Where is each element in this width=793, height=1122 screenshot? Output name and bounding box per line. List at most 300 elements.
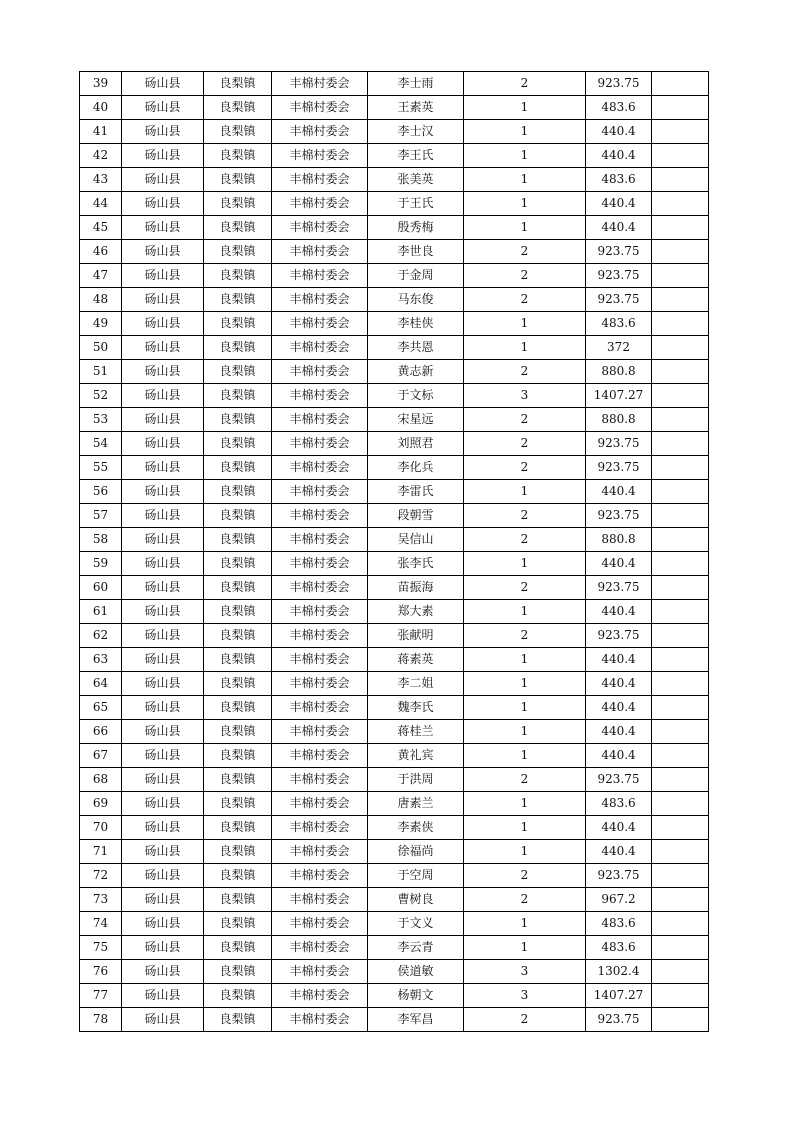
household-size-cell: 1 xyxy=(464,792,586,816)
town-cell: 良梨镇 xyxy=(204,432,272,456)
town-cell: 良梨镇 xyxy=(204,360,272,384)
row-number-cell: 52 xyxy=(80,384,122,408)
village-cell: 丰棉村委会 xyxy=(272,192,368,216)
village-cell: 丰棉村委会 xyxy=(272,120,368,144)
household-size-cell: 2 xyxy=(464,504,586,528)
row-number-cell: 69 xyxy=(80,792,122,816)
name-cell: 张美英 xyxy=(368,168,464,192)
row-number-cell: 39 xyxy=(80,72,122,96)
remark-cell xyxy=(652,144,709,168)
village-cell: 丰棉村委会 xyxy=(272,360,368,384)
town-cell: 良梨镇 xyxy=(204,864,272,888)
remark-cell xyxy=(652,864,709,888)
town-cell: 良梨镇 xyxy=(204,528,272,552)
remark-cell xyxy=(652,600,709,624)
village-cell: 丰棉村委会 xyxy=(272,504,368,528)
household-size-cell: 1 xyxy=(464,216,586,240)
amount-cell: 923.75 xyxy=(586,456,652,480)
town-cell: 良梨镇 xyxy=(204,504,272,528)
village-cell: 丰棉村委会 xyxy=(272,576,368,600)
household-size-cell: 3 xyxy=(464,960,586,984)
county-cell: 砀山县 xyxy=(122,816,204,840)
name-cell: 于文义 xyxy=(368,912,464,936)
village-cell: 丰棉村委会 xyxy=(272,480,368,504)
village-cell: 丰棉村委会 xyxy=(272,840,368,864)
table-row xyxy=(80,432,709,456)
name-cell: 郑大素 xyxy=(368,600,464,624)
amount-cell: 483.6 xyxy=(586,936,652,960)
name-cell: 黄志新 xyxy=(368,360,464,384)
village-cell: 丰棉村委会 xyxy=(272,408,368,432)
village-cell: 丰棉村委会 xyxy=(272,216,368,240)
row-number-cell: 57 xyxy=(80,504,122,528)
remark-cell xyxy=(652,504,709,528)
village-cell: 丰棉村委会 xyxy=(272,456,368,480)
household-size-cell: 1 xyxy=(464,312,586,336)
household-size-cell: 1 xyxy=(464,144,586,168)
table-row xyxy=(80,144,709,168)
row-number-cell: 44 xyxy=(80,192,122,216)
county-cell: 砀山县 xyxy=(122,936,204,960)
row-number-cell: 64 xyxy=(80,672,122,696)
remark-cell xyxy=(652,216,709,240)
name-cell: 殷秀梅 xyxy=(368,216,464,240)
town-cell: 良梨镇 xyxy=(204,1008,272,1032)
table-row xyxy=(80,288,709,312)
row-number-cell: 63 xyxy=(80,648,122,672)
town-cell: 良梨镇 xyxy=(204,960,272,984)
county-cell: 砀山县 xyxy=(122,120,204,144)
name-cell: 李王氏 xyxy=(368,144,464,168)
data-table xyxy=(79,71,709,1032)
remark-cell xyxy=(652,696,709,720)
table-row xyxy=(80,600,709,624)
county-cell: 砀山县 xyxy=(122,360,204,384)
name-cell: 李共恩 xyxy=(368,336,464,360)
village-cell: 丰棉村委会 xyxy=(272,336,368,360)
county-cell: 砀山县 xyxy=(122,648,204,672)
remark-cell xyxy=(652,408,709,432)
row-number-cell: 74 xyxy=(80,912,122,936)
county-cell: 砀山县 xyxy=(122,744,204,768)
row-number-cell: 61 xyxy=(80,600,122,624)
county-cell: 砀山县 xyxy=(122,864,204,888)
row-number-cell: 78 xyxy=(80,1008,122,1032)
remark-cell xyxy=(652,936,709,960)
row-number-cell: 73 xyxy=(80,888,122,912)
amount-cell: 440.4 xyxy=(586,672,652,696)
county-cell: 砀山县 xyxy=(122,624,204,648)
name-cell: 张献明 xyxy=(368,624,464,648)
table-row xyxy=(80,72,709,96)
table-row xyxy=(80,912,709,936)
remark-cell xyxy=(652,120,709,144)
household-size-cell: 3 xyxy=(464,384,586,408)
row-number-cell: 49 xyxy=(80,312,122,336)
name-cell: 李素侠 xyxy=(368,816,464,840)
household-size-cell: 1 xyxy=(464,120,586,144)
household-size-cell: 1 xyxy=(464,720,586,744)
remark-cell xyxy=(652,240,709,264)
county-cell: 砀山县 xyxy=(122,672,204,696)
village-cell: 丰棉村委会 xyxy=(272,600,368,624)
remark-cell xyxy=(652,984,709,1008)
name-cell: 李云青 xyxy=(368,936,464,960)
remark-cell xyxy=(652,192,709,216)
county-cell: 砀山县 xyxy=(122,288,204,312)
table-row xyxy=(80,384,709,408)
row-number-cell: 41 xyxy=(80,120,122,144)
household-size-cell: 2 xyxy=(464,408,586,432)
town-cell: 良梨镇 xyxy=(204,648,272,672)
household-size-cell: 2 xyxy=(464,432,586,456)
village-cell: 丰棉村委会 xyxy=(272,624,368,648)
village-cell: 丰棉村委会 xyxy=(272,792,368,816)
county-cell: 砀山县 xyxy=(122,456,204,480)
town-cell: 良梨镇 xyxy=(204,120,272,144)
county-cell: 砀山县 xyxy=(122,912,204,936)
county-cell: 砀山县 xyxy=(122,504,204,528)
household-size-cell: 2 xyxy=(464,888,586,912)
village-cell: 丰棉村委会 xyxy=(272,312,368,336)
row-number-cell: 66 xyxy=(80,720,122,744)
name-cell: 蒋桂兰 xyxy=(368,720,464,744)
town-cell: 良梨镇 xyxy=(204,768,272,792)
row-number-cell: 77 xyxy=(80,984,122,1008)
household-size-cell: 1 xyxy=(464,336,586,360)
row-number-cell: 47 xyxy=(80,264,122,288)
amount-cell: 880.8 xyxy=(586,360,652,384)
remark-cell xyxy=(652,360,709,384)
household-size-cell: 2 xyxy=(464,288,586,312)
county-cell: 砀山县 xyxy=(122,792,204,816)
amount-cell: 923.75 xyxy=(586,240,652,264)
village-cell: 丰棉村委会 xyxy=(272,744,368,768)
town-cell: 良梨镇 xyxy=(204,408,272,432)
household-size-cell: 2 xyxy=(464,240,586,264)
remark-cell xyxy=(652,576,709,600)
household-size-cell: 1 xyxy=(464,840,586,864)
town-cell: 良梨镇 xyxy=(204,912,272,936)
remark-cell xyxy=(652,912,709,936)
town-cell: 良梨镇 xyxy=(204,336,272,360)
town-cell: 良梨镇 xyxy=(204,480,272,504)
village-cell: 丰棉村委会 xyxy=(272,528,368,552)
town-cell: 良梨镇 xyxy=(204,552,272,576)
row-number-cell: 51 xyxy=(80,360,122,384)
remark-cell xyxy=(652,552,709,576)
village-cell: 丰棉村委会 xyxy=(272,264,368,288)
amount-cell: 440.4 xyxy=(586,144,652,168)
name-cell: 于文标 xyxy=(368,384,464,408)
table-row xyxy=(80,336,709,360)
table-row xyxy=(80,1008,709,1032)
remark-cell xyxy=(652,288,709,312)
row-number-cell: 42 xyxy=(80,144,122,168)
table-row xyxy=(80,408,709,432)
table-row xyxy=(80,960,709,984)
town-cell: 良梨镇 xyxy=(204,72,272,96)
village-cell: 丰棉村委会 xyxy=(272,912,368,936)
village-cell: 丰棉村委会 xyxy=(272,72,368,96)
county-cell: 砀山县 xyxy=(122,144,204,168)
amount-cell: 923.75 xyxy=(586,504,652,528)
table-row xyxy=(80,168,709,192)
county-cell: 砀山县 xyxy=(122,96,204,120)
table-row xyxy=(80,648,709,672)
table-row xyxy=(80,240,709,264)
county-cell: 砀山县 xyxy=(122,888,204,912)
household-size-cell: 2 xyxy=(464,864,586,888)
village-cell: 丰棉村委会 xyxy=(272,720,368,744)
amount-cell: 967.2 xyxy=(586,888,652,912)
town-cell: 良梨镇 xyxy=(204,288,272,312)
name-cell: 李二姐 xyxy=(368,672,464,696)
table-row xyxy=(80,720,709,744)
county-cell: 砀山县 xyxy=(122,432,204,456)
name-cell: 刘照君 xyxy=(368,432,464,456)
town-cell: 良梨镇 xyxy=(204,720,272,744)
village-cell: 丰棉村委会 xyxy=(272,936,368,960)
village-cell: 丰棉村委会 xyxy=(272,648,368,672)
row-number-cell: 40 xyxy=(80,96,122,120)
village-cell: 丰棉村委会 xyxy=(272,768,368,792)
table-row xyxy=(80,480,709,504)
name-cell: 李桂侠 xyxy=(368,312,464,336)
name-cell: 王素英 xyxy=(368,96,464,120)
household-size-cell: 1 xyxy=(464,744,586,768)
remark-cell xyxy=(652,792,709,816)
household-size-cell: 2 xyxy=(464,528,586,552)
town-cell: 良梨镇 xyxy=(204,672,272,696)
county-cell: 砀山县 xyxy=(122,312,204,336)
amount-cell: 923.75 xyxy=(586,576,652,600)
town-cell: 良梨镇 xyxy=(204,576,272,600)
town-cell: 良梨镇 xyxy=(204,744,272,768)
table-row xyxy=(80,816,709,840)
remark-cell xyxy=(652,768,709,792)
remark-cell xyxy=(652,744,709,768)
household-size-cell: 1 xyxy=(464,96,586,120)
county-cell: 砀山县 xyxy=(122,552,204,576)
row-number-cell: 76 xyxy=(80,960,122,984)
town-cell: 良梨镇 xyxy=(204,696,272,720)
town-cell: 良梨镇 xyxy=(204,168,272,192)
county-cell: 砀山县 xyxy=(122,984,204,1008)
remark-cell xyxy=(652,960,709,984)
table-row xyxy=(80,768,709,792)
name-cell: 苗振海 xyxy=(368,576,464,600)
household-size-cell: 1 xyxy=(464,696,586,720)
remark-cell xyxy=(652,816,709,840)
table-row xyxy=(80,264,709,288)
town-cell: 良梨镇 xyxy=(204,144,272,168)
remark-cell xyxy=(652,312,709,336)
table-row xyxy=(80,552,709,576)
village-cell: 丰棉村委会 xyxy=(272,816,368,840)
name-cell: 李士汉 xyxy=(368,120,464,144)
row-number-cell: 53 xyxy=(80,408,122,432)
row-number-cell: 46 xyxy=(80,240,122,264)
household-size-cell: 2 xyxy=(464,1008,586,1032)
household-size-cell: 1 xyxy=(464,480,586,504)
household-size-cell: 2 xyxy=(464,72,586,96)
name-cell: 张李氏 xyxy=(368,552,464,576)
town-cell: 良梨镇 xyxy=(204,264,272,288)
row-number-cell: 43 xyxy=(80,168,122,192)
county-cell: 砀山县 xyxy=(122,528,204,552)
village-cell: 丰棉村委会 xyxy=(272,240,368,264)
county-cell: 砀山县 xyxy=(122,72,204,96)
household-size-cell: 1 xyxy=(464,936,586,960)
name-cell: 于洪周 xyxy=(368,768,464,792)
county-cell: 砀山县 xyxy=(122,720,204,744)
county-cell: 砀山县 xyxy=(122,600,204,624)
row-number-cell: 70 xyxy=(80,816,122,840)
county-cell: 砀山县 xyxy=(122,384,204,408)
row-number-cell: 67 xyxy=(80,744,122,768)
village-cell: 丰棉村委会 xyxy=(272,1008,368,1032)
name-cell: 李化兵 xyxy=(368,456,464,480)
table-row xyxy=(80,96,709,120)
name-cell: 李世良 xyxy=(368,240,464,264)
row-number-cell: 71 xyxy=(80,840,122,864)
village-cell: 丰棉村委会 xyxy=(272,672,368,696)
table-row xyxy=(80,864,709,888)
row-number-cell: 59 xyxy=(80,552,122,576)
table-body xyxy=(80,72,709,1032)
remark-cell xyxy=(652,840,709,864)
table-row xyxy=(80,456,709,480)
table-row xyxy=(80,192,709,216)
name-cell: 黄礼宾 xyxy=(368,744,464,768)
name-cell: 吴信山 xyxy=(368,528,464,552)
village-cell: 丰棉村委会 xyxy=(272,888,368,912)
name-cell: 侯道敏 xyxy=(368,960,464,984)
county-cell: 砀山县 xyxy=(122,408,204,432)
household-size-cell: 1 xyxy=(464,600,586,624)
village-cell: 丰棉村委会 xyxy=(272,144,368,168)
row-number-cell: 58 xyxy=(80,528,122,552)
town-cell: 良梨镇 xyxy=(204,792,272,816)
household-size-cell: 1 xyxy=(464,912,586,936)
remark-cell xyxy=(652,456,709,480)
row-number-cell: 60 xyxy=(80,576,122,600)
county-cell: 砀山县 xyxy=(122,960,204,984)
amount-cell: 880.8 xyxy=(586,408,652,432)
amount-cell: 483.6 xyxy=(586,168,652,192)
remark-cell xyxy=(652,480,709,504)
row-number-cell: 55 xyxy=(80,456,122,480)
name-cell: 于王氏 xyxy=(368,192,464,216)
amount-cell: 483.6 xyxy=(586,96,652,120)
town-cell: 良梨镇 xyxy=(204,456,272,480)
county-cell: 砀山县 xyxy=(122,168,204,192)
name-cell: 李雷氏 xyxy=(368,480,464,504)
county-cell: 砀山县 xyxy=(122,576,204,600)
table-row xyxy=(80,936,709,960)
name-cell: 曹树良 xyxy=(368,888,464,912)
town-cell: 良梨镇 xyxy=(204,840,272,864)
amount-cell: 483.6 xyxy=(586,312,652,336)
amount-cell: 923.75 xyxy=(586,624,652,648)
amount-cell: 440.4 xyxy=(586,120,652,144)
county-cell: 砀山县 xyxy=(122,480,204,504)
amount-cell: 372 xyxy=(586,336,652,360)
remark-cell xyxy=(652,168,709,192)
amount-cell: 923.75 xyxy=(586,264,652,288)
row-number-cell: 48 xyxy=(80,288,122,312)
table-row xyxy=(80,984,709,1008)
amount-cell: 440.4 xyxy=(586,696,652,720)
amount-cell: 440.4 xyxy=(586,816,652,840)
amount-cell: 440.4 xyxy=(586,480,652,504)
table-row xyxy=(80,216,709,240)
remark-cell xyxy=(652,624,709,648)
amount-cell: 483.6 xyxy=(586,792,652,816)
table-row xyxy=(80,672,709,696)
household-size-cell: 1 xyxy=(464,816,586,840)
household-size-cell: 2 xyxy=(464,456,586,480)
row-number-cell: 75 xyxy=(80,936,122,960)
village-cell: 丰棉村委会 xyxy=(272,432,368,456)
row-number-cell: 65 xyxy=(80,696,122,720)
remark-cell xyxy=(652,888,709,912)
village-cell: 丰棉村委会 xyxy=(272,864,368,888)
amount-cell: 1302.4 xyxy=(586,960,652,984)
county-cell: 砀山县 xyxy=(122,1008,204,1032)
remark-cell xyxy=(652,1008,709,1032)
name-cell: 蒋素英 xyxy=(368,648,464,672)
village-cell: 丰棉村委会 xyxy=(272,288,368,312)
amount-cell: 923.75 xyxy=(586,288,652,312)
county-cell: 砀山县 xyxy=(122,264,204,288)
village-cell: 丰棉村委会 xyxy=(272,552,368,576)
county-cell: 砀山县 xyxy=(122,336,204,360)
remark-cell xyxy=(652,96,709,120)
village-cell: 丰棉村委会 xyxy=(272,960,368,984)
row-number-cell: 56 xyxy=(80,480,122,504)
town-cell: 良梨镇 xyxy=(204,600,272,624)
household-size-cell: 2 xyxy=(464,576,586,600)
row-number-cell: 72 xyxy=(80,864,122,888)
remark-cell xyxy=(652,720,709,744)
county-cell: 砀山县 xyxy=(122,840,204,864)
row-number-cell: 62 xyxy=(80,624,122,648)
row-number-cell: 50 xyxy=(80,336,122,360)
town-cell: 良梨镇 xyxy=(204,816,272,840)
table-row xyxy=(80,624,709,648)
town-cell: 良梨镇 xyxy=(204,240,272,264)
county-cell: 砀山县 xyxy=(122,240,204,264)
name-cell: 李士雨 xyxy=(368,72,464,96)
county-cell: 砀山县 xyxy=(122,192,204,216)
county-cell: 砀山县 xyxy=(122,696,204,720)
household-size-cell: 1 xyxy=(464,192,586,216)
town-cell: 良梨镇 xyxy=(204,936,272,960)
remark-cell xyxy=(652,528,709,552)
amount-cell: 923.75 xyxy=(586,1008,652,1032)
amount-cell: 483.6 xyxy=(586,912,652,936)
amount-cell: 1407.27 xyxy=(586,984,652,1008)
name-cell: 段朝雪 xyxy=(368,504,464,528)
table-row xyxy=(80,792,709,816)
amount-cell: 923.75 xyxy=(586,864,652,888)
amount-cell: 923.75 xyxy=(586,72,652,96)
table-row xyxy=(80,696,709,720)
county-cell: 砀山县 xyxy=(122,768,204,792)
table-row xyxy=(80,888,709,912)
